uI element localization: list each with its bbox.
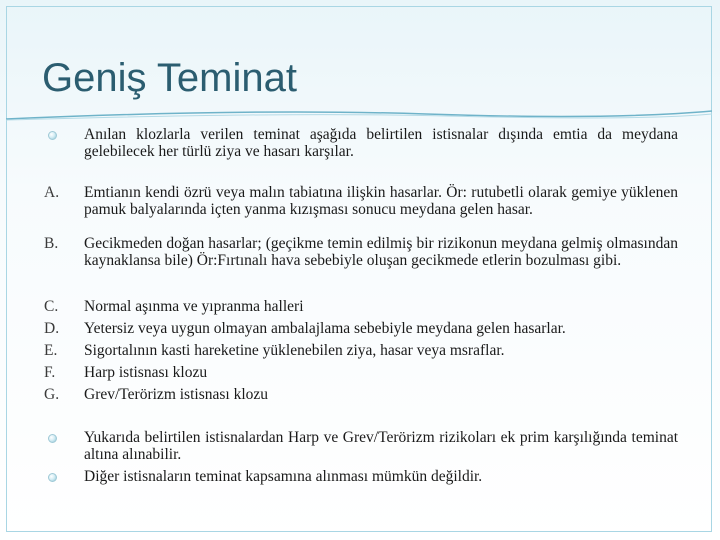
list-item-text: Grev/Terörizm istisnası klozu — [84, 386, 269, 403]
list-item-text: Gecikmeden doğan hasarlar; (geçikme temin edilmiş bir rizikonun meydana gelmiş olmasından kaynaklansa bile) Ör:Fırtınalı hava sebebiyle oluşan gecikmede etlerin bozulması gibi. — [84, 235, 678, 269]
list-marker: A. — [44, 184, 60, 201]
list-marker: B. — [44, 235, 59, 252]
title-divider — [6, 108, 712, 122]
slide-title: Geniş Teminat — [42, 56, 297, 100]
list-item-text: Harp istisnası klozu — [84, 364, 208, 381]
note-text: Yukarıda belirtilen istisnalardan Harp ve Grev/Terörizm rizikoları ek prim karşılığında teminat altına alınabilir. — [84, 429, 678, 463]
list-marker: C. — [44, 298, 59, 315]
list-marker: E. — [44, 342, 58, 359]
list-item-text: Yetersiz veya uygun olmayan ambalajlama sebebiyle meydana gelen hasarlar. — [84, 320, 566, 337]
list-marker: G. — [44, 386, 60, 403]
list-item-text: Normal aşınma ve yıpranma halleri — [84, 298, 304, 315]
list-item-text: Emtianın kendi özrü veya malın tabiatına ilişkin hasarlar. Ör: rutubetli olarak gemiye yüklenen pamuk balyalarında içten yanma kızışması sonucu meydana gelen hasar. — [84, 184, 678, 218]
bullet-icon — [48, 473, 57, 482]
list-marker: D. — [44, 320, 60, 337]
list-marker: F. — [44, 364, 56, 381]
list-item-text: Sigortalının kasti hareketine yüklenebilen ziya, hasar veya msraflar. — [84, 342, 505, 359]
note-text: Diğer istisnaların teminat kapsamına alınması mümkün değildir. — [84, 468, 483, 485]
bullet-icon — [48, 434, 57, 443]
intro-text: Anılan klozlarla verilen teminat aşağıda belirtilen istisnalar dışında emtia da meydana gelebilecek her türlü ziya ve hasarı karşılar. — [84, 126, 678, 160]
bullet-icon — [48, 131, 57, 140]
